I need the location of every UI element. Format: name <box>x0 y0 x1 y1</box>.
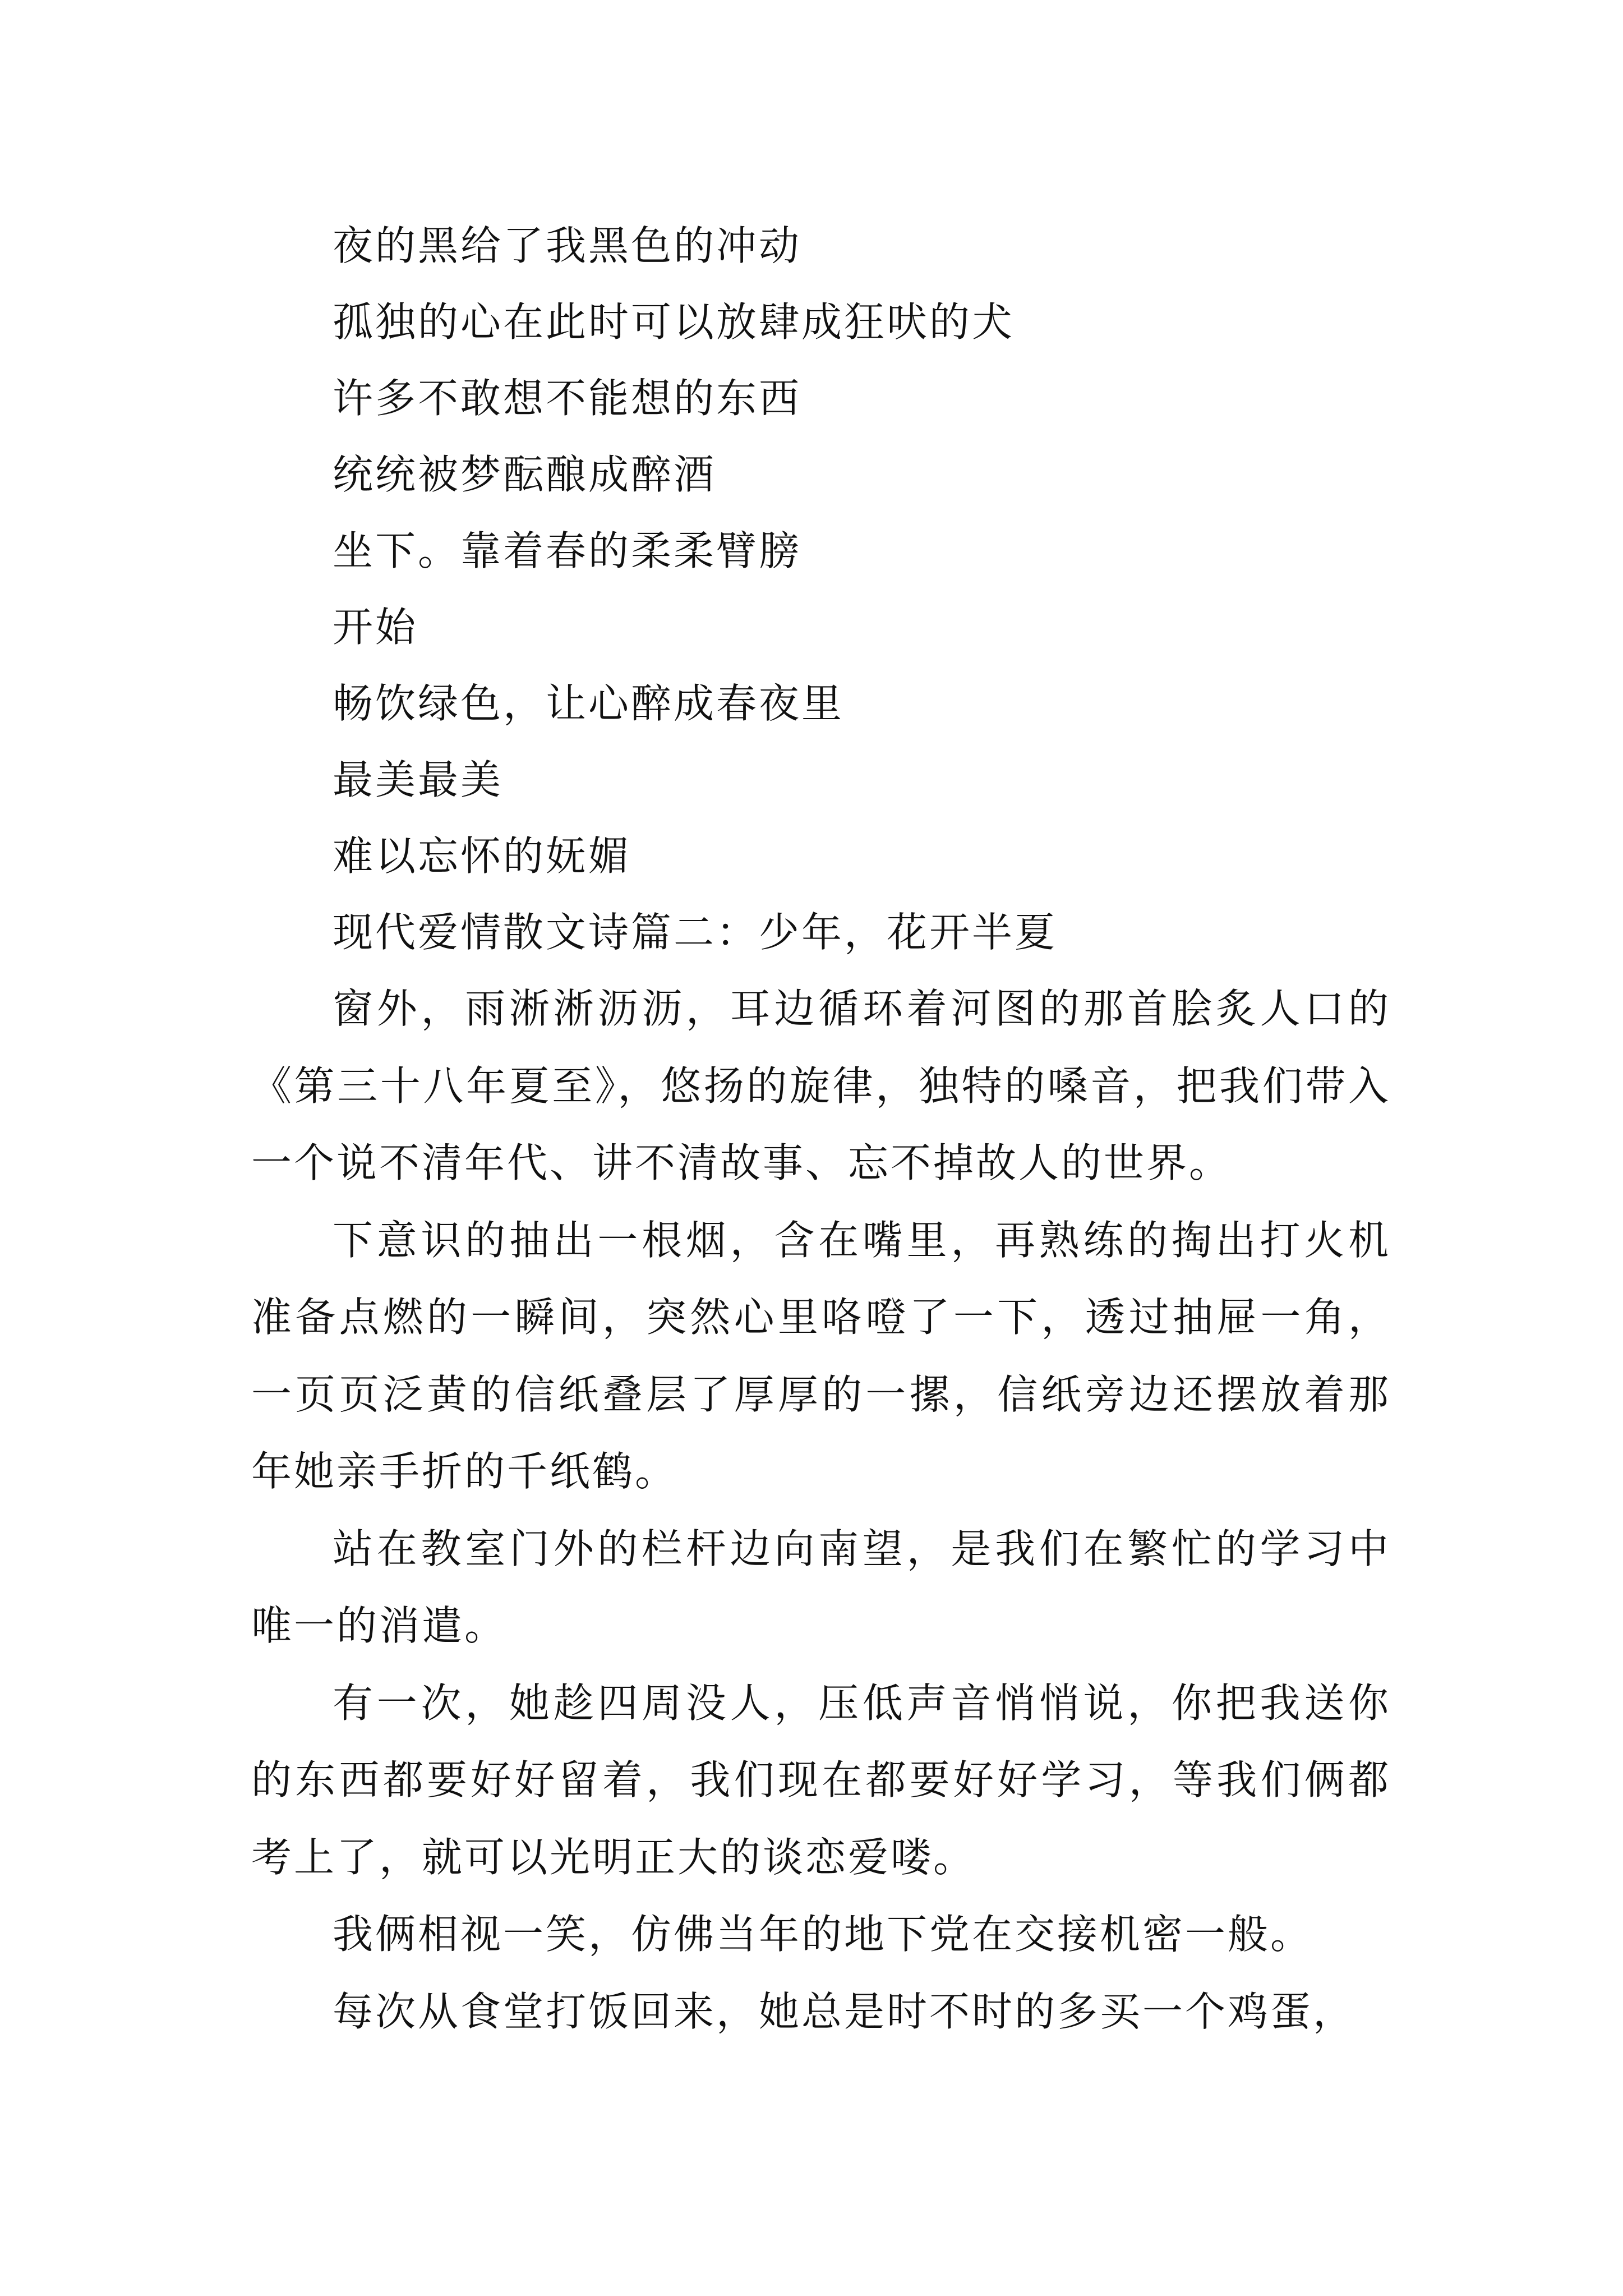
paragraph: 下意识的抽出一根烟，含在嘴里，再熟练的掏出打火机准备点燃的一瞬间，突然心里咯噔了一下，透过抽屉一角，一页页泛黄的信纸叠层了厚厚的一摞，信纸旁边还摆放着那年她亲手折的千纸鹤。 <box>251 1216 1391 1495</box>
poem-line: 夜的黑给了我黑色的冲动 <box>333 222 802 269</box>
paragraph: 站在教室门外的栏杆边向南望，是我们在繁忙的学习中唯一的消遣。 <box>251 1525 1391 1649</box>
document-body <box>251 208 1391 2050</box>
paragraph: 每次从食堂打饭回来，她总是时不时的多买一个鸡蛋， <box>333 1987 1356 2035</box>
section-title: 现代爱情散文诗篇二：少年，花开半夏 <box>333 909 1058 956</box>
poem-line: 最美最美 <box>333 756 504 803</box>
poem-line: 畅饮绿色，让心醉成春夜里 <box>333 680 845 727</box>
paragraph: 有一次，她趁四周没人，压低声音悄悄说，你把我送你的东西都要好好留着，我们现在都要好好学习，等我们俩都考上了，就可以光明正大的谈恋爱喽。 <box>251 1679 1391 1881</box>
poem-line: 难以忘怀的妩媚 <box>333 832 631 880</box>
poem-line: 开始 <box>333 604 418 651</box>
poem-line: 许多不敢想不能想的东西 <box>333 375 802 422</box>
paragraph: 窗外，雨淅淅沥沥，耳边循环着河图的那首脍炙人口的《第三十八年夏至》，悠扬的旋律，独特的嗓音，把我们带入一个说不清年代、讲不清故事、忘不掉故人的世界。 <box>251 985 1391 1186</box>
poem-line: 坐下。靠着春的柔柔臂膀 <box>333 527 802 574</box>
poem-line: 孤独的心在此时可以放肆成狂吠的犬 <box>333 298 1015 346</box>
poem-line: 统统被梦酝酿成醉酒 <box>333 451 717 498</box>
paragraph: 我俩相视一笑，仿佛当年的地下党在交接机密一般。 <box>333 1911 1313 1958</box>
